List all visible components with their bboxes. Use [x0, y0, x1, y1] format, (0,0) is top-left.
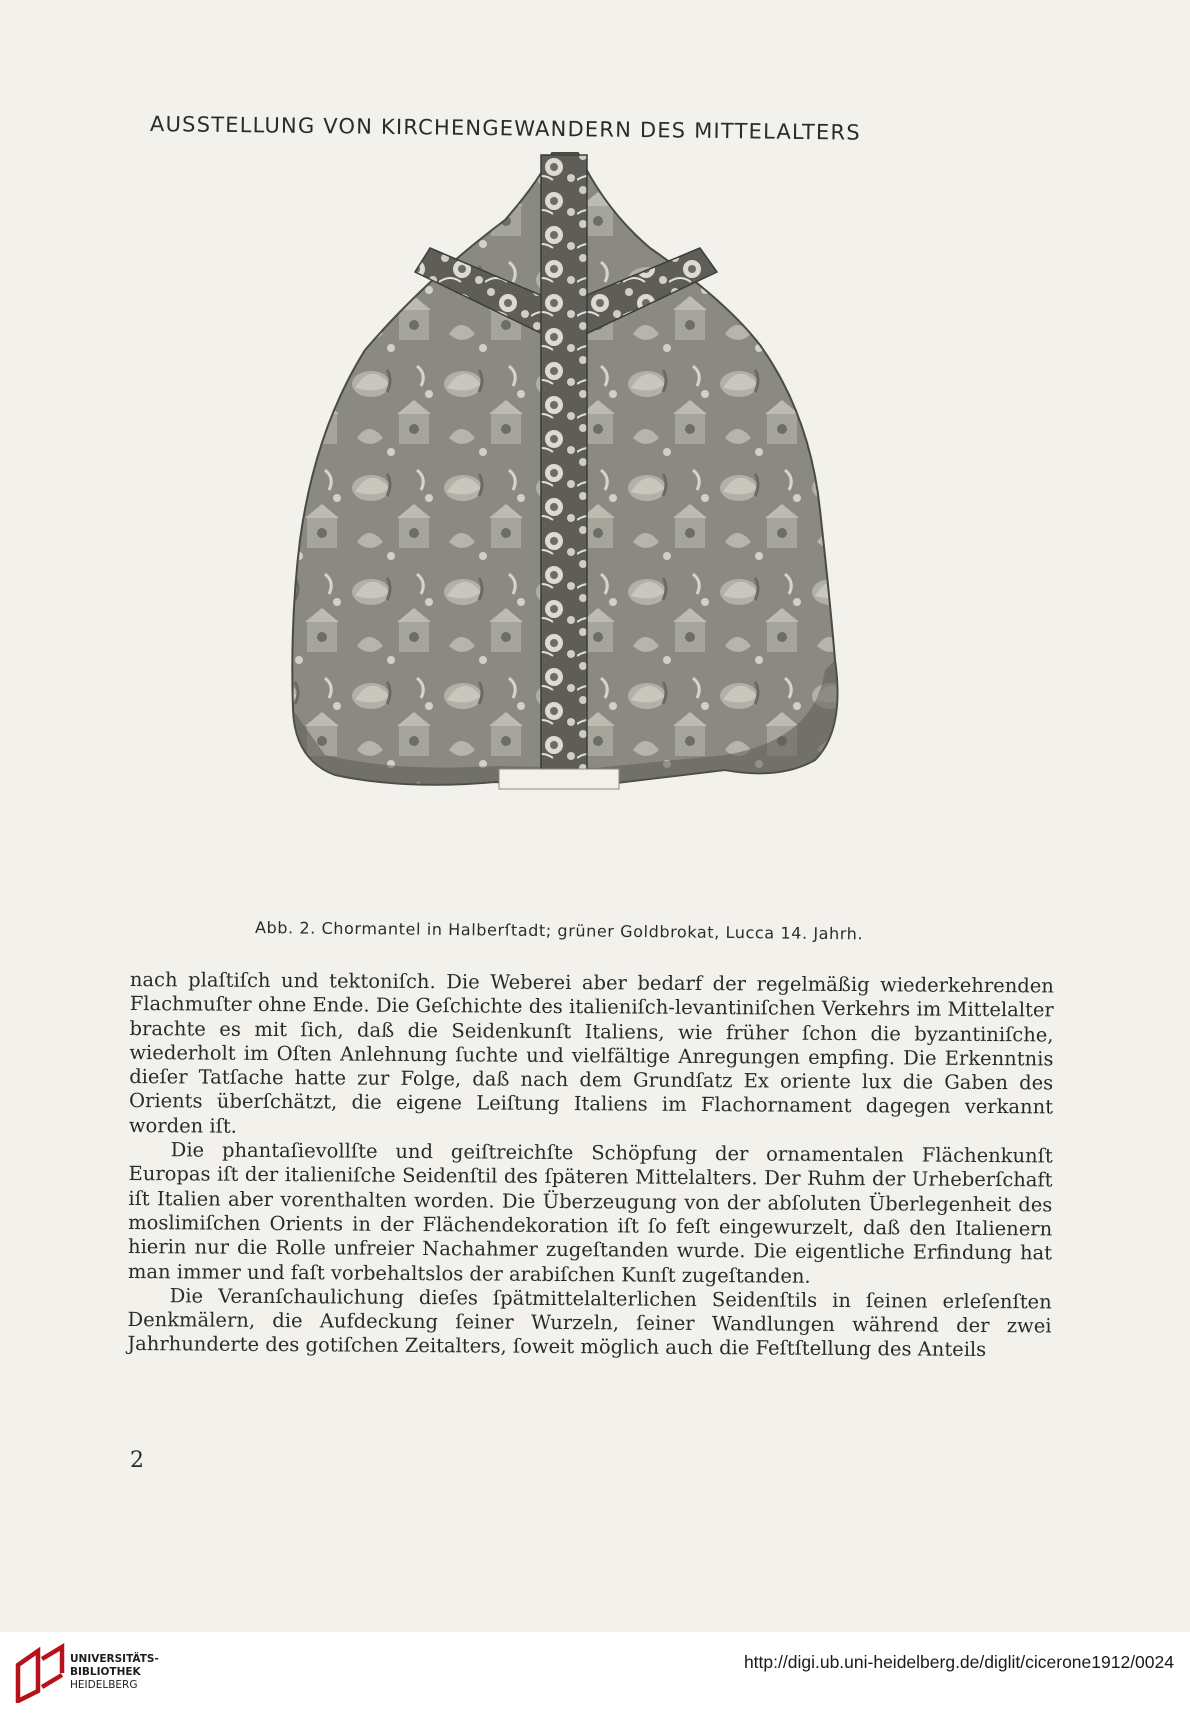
paragraph: nach plaſtiſch und tektoniſch. Die Weberei aber bedarf der regelmäßig wiederkehrenden Flachmuſter ohne Ende. Die Geſchichte des italieniſch-levantiniſchen Verkehrs im Mittelalter brachte es mit ſich, daß die Seidenkunſt Italiens, wie früher ſchon die byzantiniſche, wiederholt im Oſten Anlehnung ſuchte und vielfältige Anregungen empfing. Die Erkenntnis dieſer Tatſache hatte zur Folge, daß nach dem Grundſatz Ex oriente lux die Gaben des Orients überſchätzt, die eigene Leiſtung Italiens im Flachornament dagegen verkannt worden iſt. [128, 968, 1054, 1138]
library-logo-icon [12, 1643, 72, 1703]
figure-caption: Abb. 2. Chormantel in Halberſtadt; grüner Goldbrokat, Lucca 14. Jahrh. [254, 918, 864, 944]
body-text [127, 968, 1054, 1363]
paragraph: Die phantaſievollſte und geiſtreichſte Schöpfung der ornamentalen Flächenkunſt Europas iſt der italieniſche Seidenſtil des ſpäteren Mittelalters. Der Ruhm der Urheberſchaft iſt Italien aber vorenthalten worden. Die Überzeugung von der abſoluten Überlegenheit des moslimiſchen Orients in der Flächendekoration iſt ſo feſt eingewurzelt, daß den Italienern hierin nur die Rolle unfreier Nachahmer zugeſtanden wurde. Die eigentliche Erfindung hat man immer und faſt vorbehaltslos der arabiſchen Kunſt zugeſtanden. [127, 1138, 1053, 1288]
figure-cope-photo [255, 150, 875, 880]
running-head: AUSSTELLUNG VON KIRCHENGEWANDERN DES MITTELALTERS [149, 112, 861, 145]
library-name-line: HEIDELBERG [70, 1679, 138, 1691]
paragraph: Die Veranſchaulichung dieſes ſpätmittelalterlichen Seidenſtils in ſeinen erleſenſten Denkmälern, die Aufdeckung ſeiner Wurzeln, ſeiner Wandlungen während der zwei Jahrhunderte des gotiſchen Zeitalters, ſoweit möglich auch die Feſtſtellung des Anteils [127, 1284, 1052, 1362]
library-name-line: BIBLIOTHEK [70, 1666, 141, 1678]
page-number: 2 [130, 1448, 144, 1473]
digitization-footer [0, 1632, 1190, 1720]
library-name-line: UNIVERSITÄTS- [70, 1653, 159, 1665]
library-name [70, 1653, 159, 1692]
permalink-url[interactable]: http://digi.ub.uni-heidelberg.de/diglit/cicerone1912/0024 [743, 1652, 1174, 1672]
cope-image [255, 150, 875, 880]
